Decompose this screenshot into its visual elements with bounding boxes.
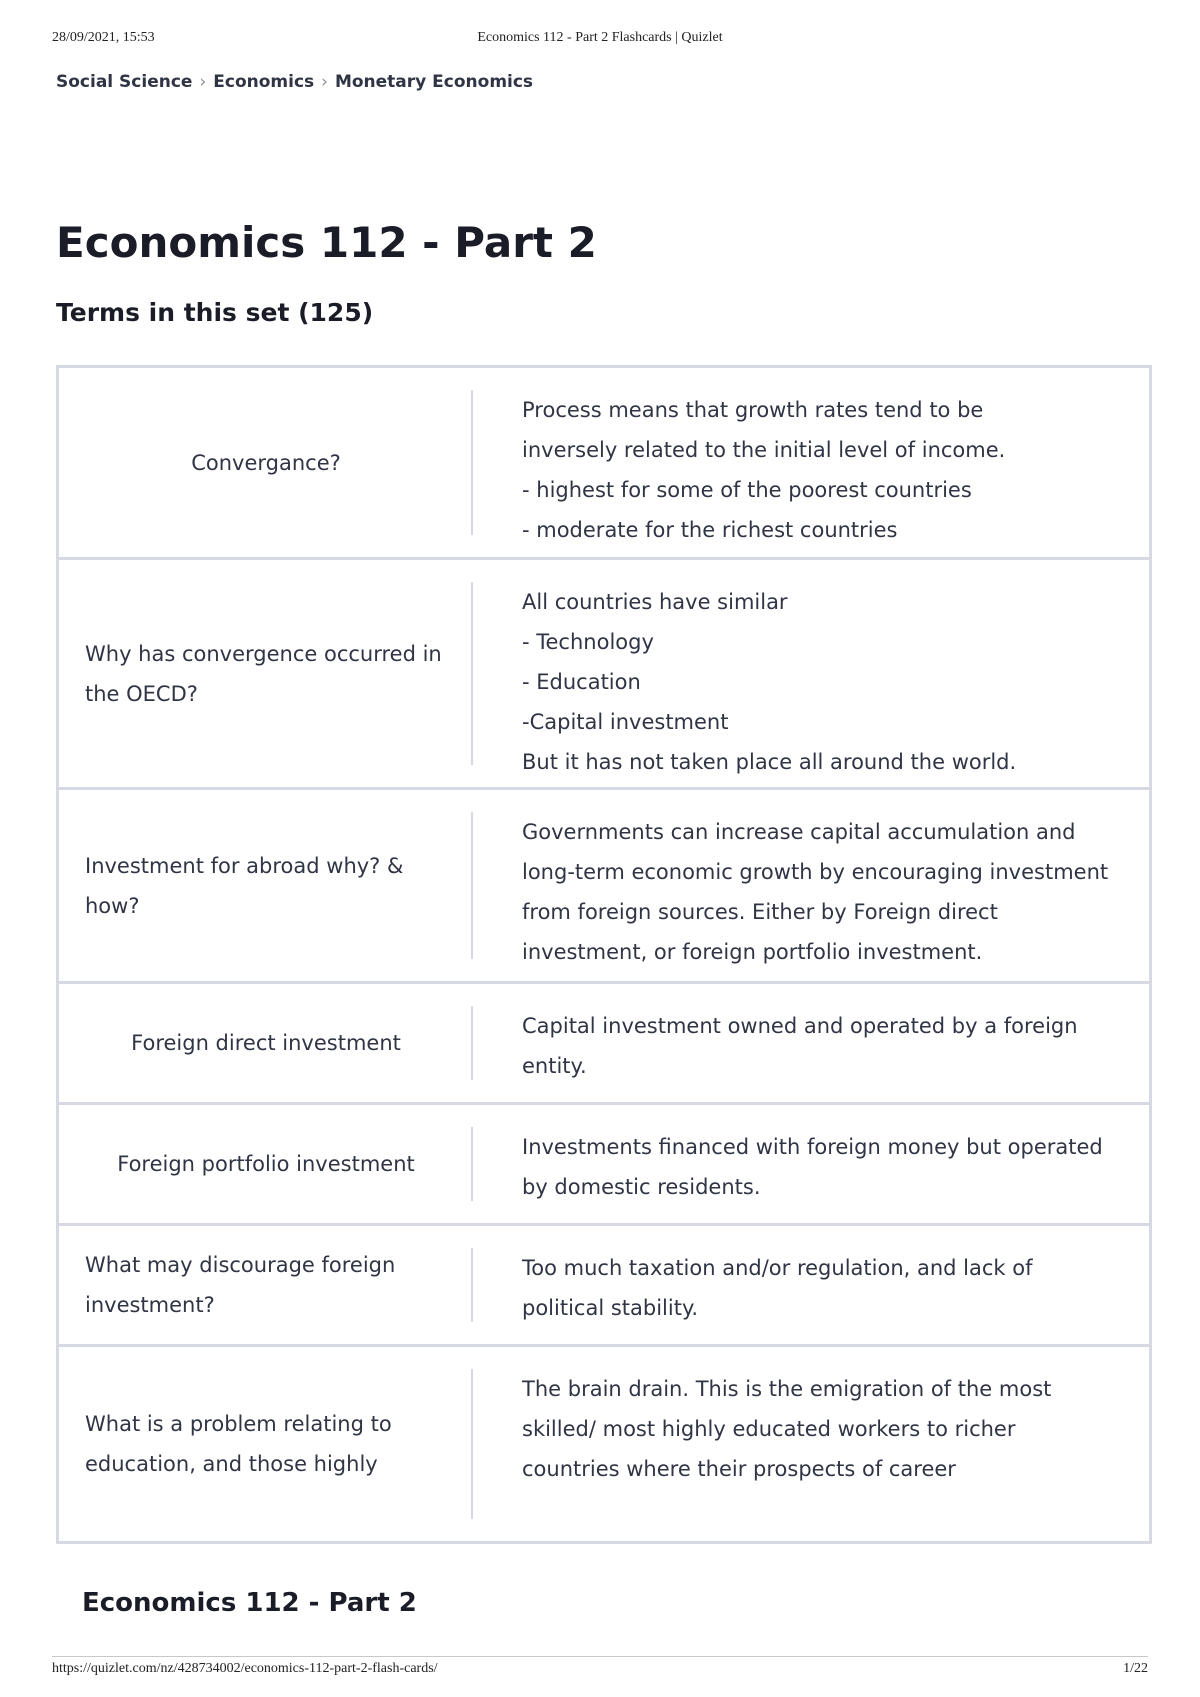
- flashcard: [56, 1102, 1152, 1226]
- card-definition: Governments can increase capital accumulation and long-term economic growth by encouraging investment from foreign sources. Either by Foreign direct investment, or foreign portfolio investment.: [522, 820, 1109, 964]
- print-page-title: Economics 112 - Part 2 Flashcards | Quizlet: [477, 30, 723, 45]
- flashcard-list: [56, 365, 1152, 1548]
- card-term: Investment for abroad why? & how?: [59, 790, 473, 981]
- card-definition: Too much taxation and/or regulation, and lack of political stability.: [522, 1256, 1033, 1320]
- breadcrumb-separator: ›: [199, 72, 207, 92]
- card-term: What is a problem relating to education, and those highly: [59, 1347, 473, 1541]
- card-definition: Process means that growth rates tend to be inversely related to the initial level of income. - highest for some of the poorest countries - moderate for the richest countries: [522, 398, 1006, 542]
- flashcard: [56, 1223, 1152, 1347]
- print-footer: [52, 1656, 1148, 1676]
- card-term: Why has convergence occurred in the OECD?: [59, 560, 473, 787]
- terms-heading: Terms in this set (125): [56, 298, 374, 327]
- print-url: https://quizlet.com/nz/428734002/economics-112-part-2-flash-cards/: [52, 1661, 438, 1676]
- card-definition: Investments financed with foreign money but operated by domestic residents.: [522, 1135, 1103, 1199]
- print-header: [52, 30, 1148, 50]
- flashcard: [56, 787, 1152, 984]
- card-term: Foreign direct investment: [59, 984, 473, 1102]
- footer-set-title: Economics 112 - Part 2: [82, 1588, 417, 1618]
- flashcard: [56, 981, 1152, 1105]
- breadcrumb-item-economics[interactable]: Economics: [213, 72, 315, 92]
- flashcard: [56, 557, 1152, 790]
- card-term: What may discourage foreign investment?: [59, 1226, 473, 1344]
- card-term: Convergance?: [59, 368, 473, 557]
- card-definition: The brain drain. This is the emigration of the most skilled/ most highly educated workers to richer countries where their prospects of career: [522, 1377, 1052, 1481]
- card-definition: Capital investment owned and operated by a foreign entity.: [522, 1014, 1078, 1078]
- breadcrumb-separator: ›: [321, 72, 328, 92]
- print-date: 28/09/2021, 15:53: [52, 30, 155, 45]
- breadcrumb-item-social-science[interactable]: Social Science: [56, 72, 193, 92]
- page-title: Economics 112 - Part 2: [56, 218, 597, 267]
- flashcard: [56, 1344, 1152, 1544]
- breadcrumb-item-monetary-economics[interactable]: Monetary Economics: [334, 72, 534, 92]
- card-term: Foreign portfolio investment: [59, 1105, 473, 1223]
- breadcrumb: [56, 72, 533, 92]
- print-page-number: 1/22: [1123, 1661, 1148, 1676]
- flashcard: [56, 365, 1152, 560]
- card-definition: All countries have similar - Technology - Education -Capital investment But it has not taken place all around the world.: [522, 590, 1017, 774]
